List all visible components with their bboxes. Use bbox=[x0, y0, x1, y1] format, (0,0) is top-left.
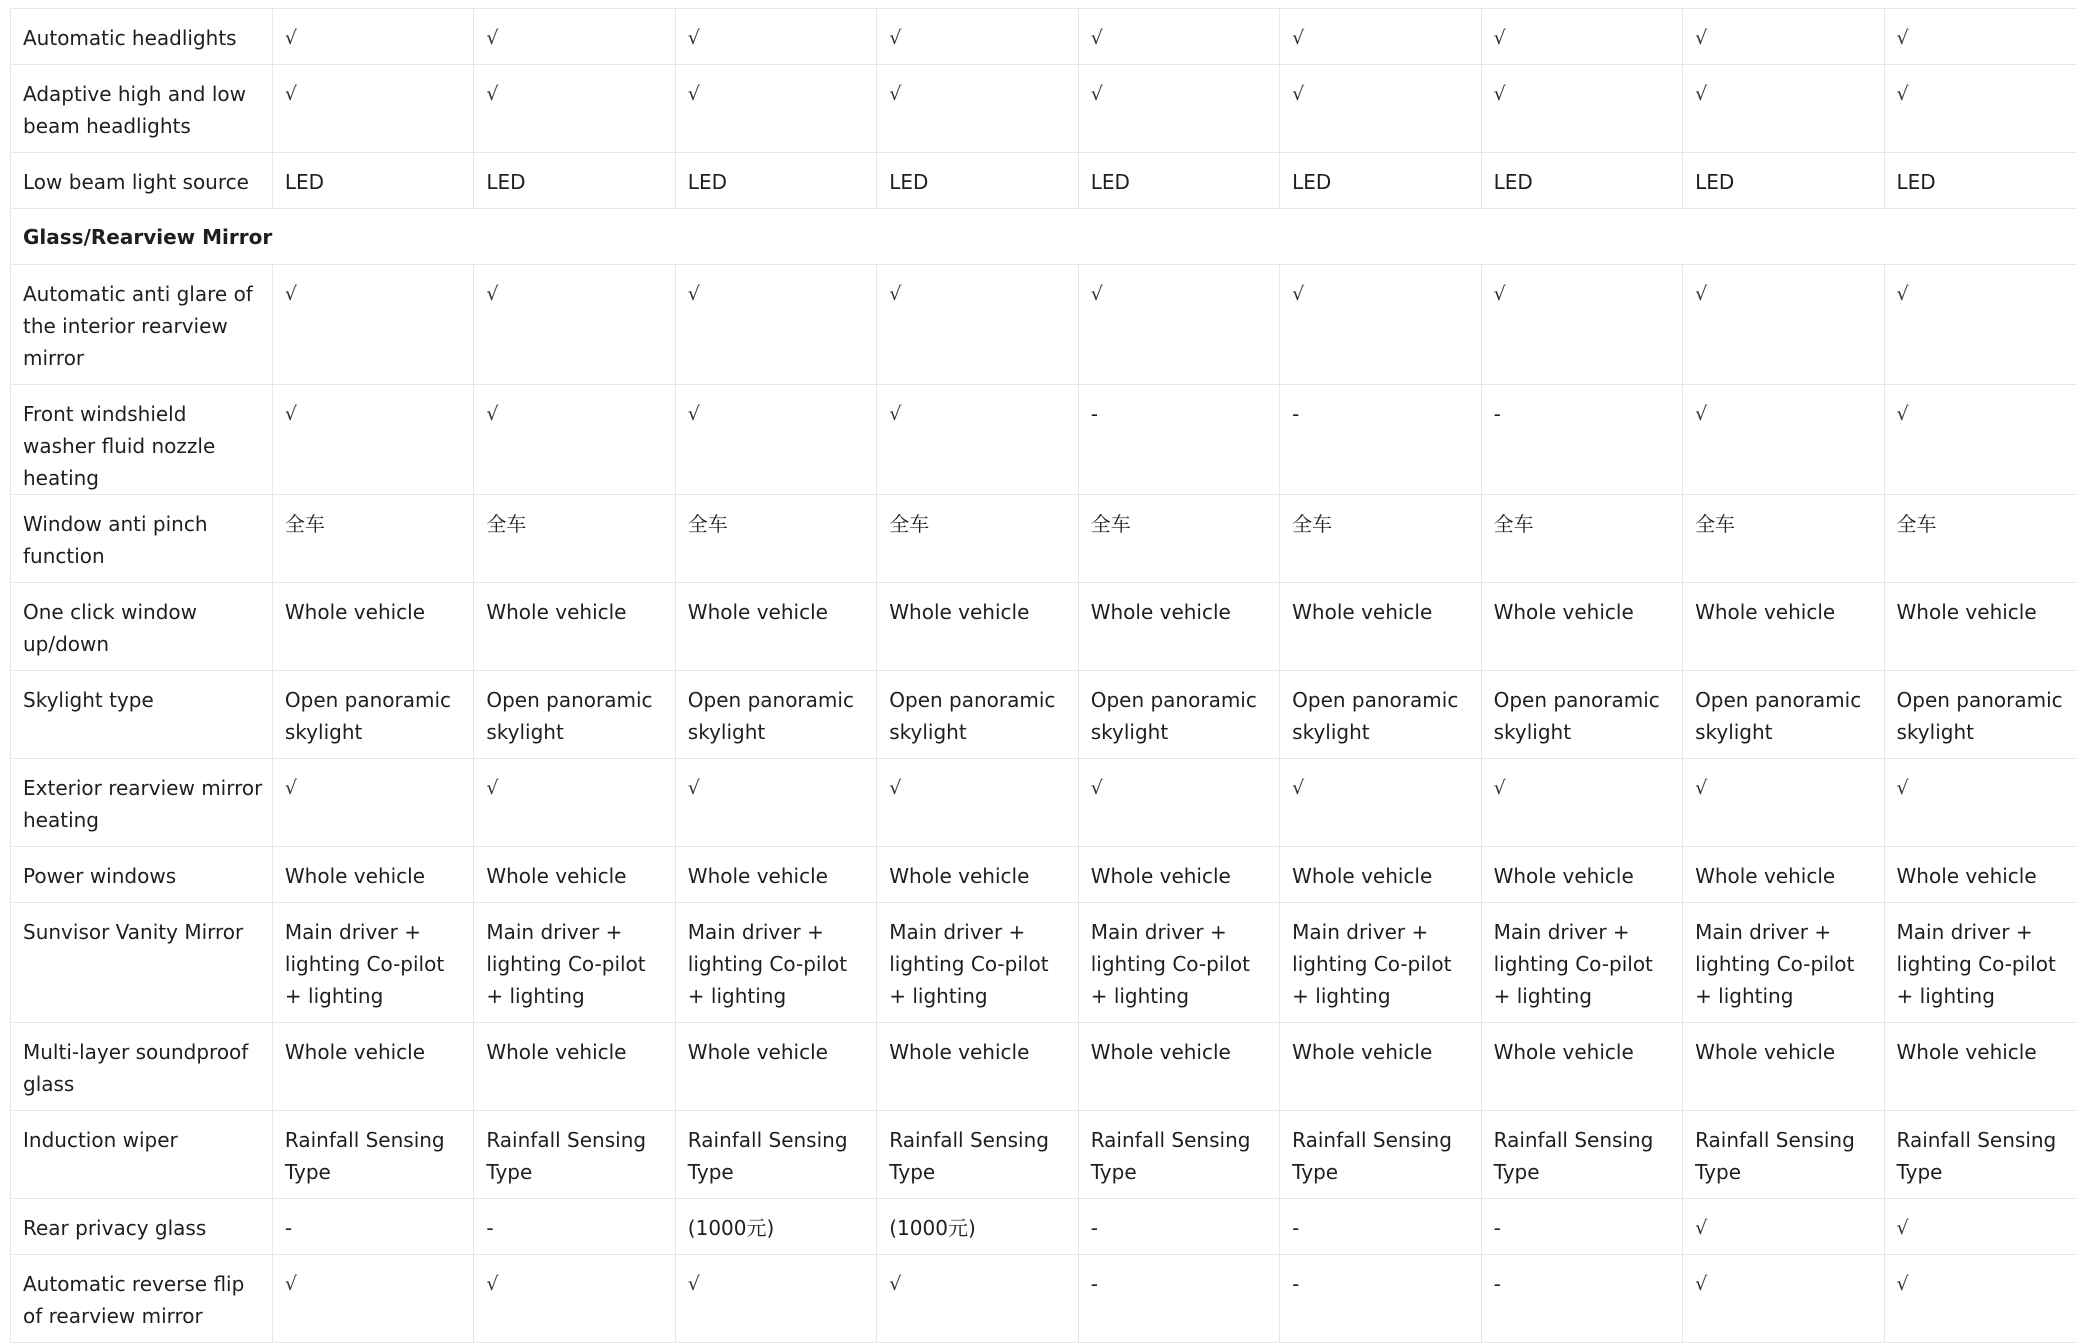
value-cell: Whole vehicle bbox=[1078, 847, 1279, 903]
value-cell: √ bbox=[1078, 759, 1279, 847]
value-cell: - bbox=[1481, 1199, 1682, 1255]
table-row bbox=[11, 1255, 2076, 1343]
feature-label: Automatic headlights bbox=[11, 9, 273, 65]
value-cell: √ bbox=[1078, 65, 1279, 153]
value-cell: Rainfall Sensing Type bbox=[474, 1111, 675, 1199]
value-cell: √ bbox=[1481, 759, 1682, 847]
value-cell: √ bbox=[1884, 265, 2076, 385]
value-cell: √ bbox=[1481, 265, 1682, 385]
value-cell: √ bbox=[474, 1255, 675, 1343]
value-cell: (1000元) bbox=[877, 1199, 1078, 1255]
value-cell: - bbox=[1280, 1199, 1481, 1255]
feature-label: Automatic anti glare of the interior rearview mirror bbox=[11, 265, 273, 385]
feature-label: Automatic reverse flip of rearview mirror bbox=[11, 1255, 273, 1343]
value-cell: Whole vehicle bbox=[1683, 1023, 1884, 1111]
table-row bbox=[11, 1023, 2076, 1111]
value-cell: Whole vehicle bbox=[272, 1023, 473, 1111]
value-cell: √ bbox=[675, 9, 876, 65]
value-cell: √ bbox=[1884, 9, 2076, 65]
value-cell: LED bbox=[474, 153, 675, 209]
value-cell: LED bbox=[1481, 153, 1682, 209]
value-cell: √ bbox=[877, 1255, 1078, 1343]
value-cell: Main driver + lighting Co-pilot + lighting bbox=[1683, 903, 1884, 1023]
value-cell: 全车 bbox=[1078, 495, 1279, 583]
table-row bbox=[11, 385, 2076, 495]
value-cell: Rainfall Sensing Type bbox=[675, 1111, 876, 1199]
table-row bbox=[11, 759, 2076, 847]
value-cell: √ bbox=[272, 759, 473, 847]
table-row bbox=[11, 153, 2076, 209]
value-cell: √ bbox=[272, 65, 473, 153]
value-cell: √ bbox=[272, 385, 473, 495]
value-cell: √ bbox=[1280, 9, 1481, 65]
table-row bbox=[11, 671, 2076, 759]
value-cell: LED bbox=[675, 153, 876, 209]
value-cell: - bbox=[1280, 385, 1481, 495]
section-title: Glass/Rearview Mirror bbox=[11, 209, 2076, 265]
value-cell: √ bbox=[474, 265, 675, 385]
value-cell: Whole vehicle bbox=[1078, 583, 1279, 671]
value-cell: Whole vehicle bbox=[675, 847, 876, 903]
value-cell: √ bbox=[675, 385, 876, 495]
value-cell: - bbox=[1078, 1255, 1279, 1343]
value-cell: - bbox=[1078, 385, 1279, 495]
value-cell: √ bbox=[675, 759, 876, 847]
feature-label: Exterior rearview mirror heating bbox=[11, 759, 273, 847]
value-cell: Rainfall Sensing Type bbox=[1481, 1111, 1682, 1199]
value-cell: Whole vehicle bbox=[1481, 1023, 1682, 1111]
value-cell: LED bbox=[1683, 153, 1884, 209]
value-cell: √ bbox=[1683, 385, 1884, 495]
value-cell: √ bbox=[877, 65, 1078, 153]
value-cell: Open panoramic skylight bbox=[1481, 671, 1682, 759]
value-cell: Whole vehicle bbox=[1884, 583, 2076, 671]
value-cell: √ bbox=[474, 759, 675, 847]
value-cell: Open panoramic skylight bbox=[1884, 671, 2076, 759]
value-cell: Open panoramic skylight bbox=[1683, 671, 1884, 759]
feature-label: Adaptive high and low beam headlights bbox=[11, 65, 273, 153]
value-cell: √ bbox=[1683, 759, 1884, 847]
spec-table-container bbox=[10, 8, 2076, 1343]
value-cell: Main driver + lighting Co-pilot + lighting bbox=[675, 903, 876, 1023]
value-cell: 全车 bbox=[1280, 495, 1481, 583]
value-cell: Whole vehicle bbox=[1884, 1023, 2076, 1111]
feature-label: Sunvisor Vanity Mirror bbox=[11, 903, 273, 1023]
value-cell: √ bbox=[877, 265, 1078, 385]
spec-table-body bbox=[11, 9, 2076, 1343]
feature-label: Window anti pinch function bbox=[11, 495, 273, 583]
feature-label: Power windows bbox=[11, 847, 273, 903]
value-cell: Main driver + lighting Co-pilot + lighting bbox=[1481, 903, 1682, 1023]
value-cell: 全车 bbox=[1884, 495, 2076, 583]
value-cell: √ bbox=[272, 265, 473, 385]
value-cell: - bbox=[272, 1199, 473, 1255]
value-cell: Rainfall Sensing Type bbox=[1280, 1111, 1481, 1199]
spec-table bbox=[10, 8, 2076, 1343]
feature-label: One click window up/down bbox=[11, 583, 273, 671]
value-cell: Whole vehicle bbox=[1280, 1023, 1481, 1111]
value-cell: √ bbox=[877, 9, 1078, 65]
value-cell: √ bbox=[1884, 1255, 2076, 1343]
value-cell: √ bbox=[1884, 1199, 2076, 1255]
table-row bbox=[11, 65, 2076, 153]
value-cell: Whole vehicle bbox=[1481, 583, 1682, 671]
value-cell: Whole vehicle bbox=[272, 847, 473, 903]
value-cell: - bbox=[1078, 1199, 1279, 1255]
value-cell: √ bbox=[1280, 759, 1481, 847]
value-cell: Open panoramic skylight bbox=[877, 671, 1078, 759]
value-cell: 全车 bbox=[474, 495, 675, 583]
table-row bbox=[11, 495, 2076, 583]
value-cell: √ bbox=[1481, 9, 1682, 65]
value-cell: Open panoramic skylight bbox=[1280, 671, 1481, 759]
value-cell: √ bbox=[474, 65, 675, 153]
value-cell: √ bbox=[1884, 385, 2076, 495]
table-row bbox=[11, 265, 2076, 385]
value-cell: Rainfall Sensing Type bbox=[1078, 1111, 1279, 1199]
value-cell: Main driver + lighting Co-pilot + lighting bbox=[1078, 903, 1279, 1023]
value-cell: Main driver + lighting Co-pilot + lighting bbox=[1884, 903, 2076, 1023]
value-cell: √ bbox=[474, 385, 675, 495]
value-cell: Open panoramic skylight bbox=[1078, 671, 1279, 759]
value-cell: LED bbox=[272, 153, 473, 209]
feature-label: Skylight type bbox=[11, 671, 273, 759]
value-cell: √ bbox=[1078, 9, 1279, 65]
value-cell: 全车 bbox=[1683, 495, 1884, 583]
table-row bbox=[11, 847, 2076, 903]
feature-label: Rear privacy glass bbox=[11, 1199, 273, 1255]
value-cell: √ bbox=[675, 65, 876, 153]
value-cell: √ bbox=[1884, 759, 2076, 847]
value-cell: Rainfall Sensing Type bbox=[1884, 1111, 2076, 1199]
feature-label: Low beam light source bbox=[11, 153, 273, 209]
value-cell: √ bbox=[1280, 265, 1481, 385]
value-cell: Whole vehicle bbox=[1280, 583, 1481, 671]
value-cell: Open panoramic skylight bbox=[474, 671, 675, 759]
value-cell: Whole vehicle bbox=[675, 1023, 876, 1111]
table-row bbox=[11, 1111, 2076, 1199]
value-cell: Open panoramic skylight bbox=[272, 671, 473, 759]
value-cell: Whole vehicle bbox=[1884, 847, 2076, 903]
table-row bbox=[11, 583, 2076, 671]
value-cell: Whole vehicle bbox=[1683, 847, 1884, 903]
value-cell: √ bbox=[675, 265, 876, 385]
value-cell: √ bbox=[272, 1255, 473, 1343]
value-cell: 全车 bbox=[675, 495, 876, 583]
value-cell: Main driver + lighting Co-pilot + lighting bbox=[474, 903, 675, 1023]
value-cell: √ bbox=[1280, 65, 1481, 153]
feature-label: Induction wiper bbox=[11, 1111, 273, 1199]
value-cell: Whole vehicle bbox=[474, 583, 675, 671]
value-cell: √ bbox=[1683, 265, 1884, 385]
value-cell: Main driver + lighting Co-pilot + lighting bbox=[877, 903, 1078, 1023]
value-cell: √ bbox=[1683, 65, 1884, 153]
value-cell: Whole vehicle bbox=[675, 583, 876, 671]
value-cell: √ bbox=[675, 1255, 876, 1343]
value-cell: Rainfall Sensing Type bbox=[1683, 1111, 1884, 1199]
value-cell: Whole vehicle bbox=[877, 847, 1078, 903]
value-cell: Whole vehicle bbox=[272, 583, 473, 671]
table-row bbox=[11, 903, 2076, 1023]
value-cell: √ bbox=[1078, 265, 1279, 385]
value-cell: Whole vehicle bbox=[877, 583, 1078, 671]
value-cell: LED bbox=[1078, 153, 1279, 209]
value-cell: √ bbox=[474, 9, 675, 65]
value-cell: Main driver + lighting Co-pilot + lighting bbox=[1280, 903, 1481, 1023]
value-cell: LED bbox=[1280, 153, 1481, 209]
value-cell: Open panoramic skylight bbox=[675, 671, 876, 759]
value-cell: Rainfall Sensing Type bbox=[877, 1111, 1078, 1199]
value-cell: Whole vehicle bbox=[1280, 847, 1481, 903]
value-cell: √ bbox=[877, 385, 1078, 495]
table-row bbox=[11, 1199, 2076, 1255]
value-cell: Whole vehicle bbox=[474, 1023, 675, 1111]
feature-label: Multi-layer soundproof glass bbox=[11, 1023, 273, 1111]
value-cell: √ bbox=[1884, 65, 2076, 153]
value-cell: Whole vehicle bbox=[474, 847, 675, 903]
value-cell: LED bbox=[877, 153, 1078, 209]
value-cell: LED bbox=[1884, 153, 2076, 209]
value-cell: - bbox=[1280, 1255, 1481, 1343]
value-cell: √ bbox=[877, 759, 1078, 847]
value-cell: Whole vehicle bbox=[1078, 1023, 1279, 1111]
value-cell: √ bbox=[1683, 9, 1884, 65]
value-cell: Whole vehicle bbox=[1683, 583, 1884, 671]
value-cell: (1000元) bbox=[675, 1199, 876, 1255]
value-cell: √ bbox=[272, 9, 473, 65]
value-cell: - bbox=[474, 1199, 675, 1255]
value-cell: Whole vehicle bbox=[1481, 847, 1682, 903]
value-cell: Rainfall Sensing Type bbox=[272, 1111, 473, 1199]
value-cell: - bbox=[1481, 385, 1682, 495]
value-cell: Whole vehicle bbox=[877, 1023, 1078, 1111]
feature-label: Front windshield washer fluid nozzle heating bbox=[11, 385, 273, 495]
value-cell: √ bbox=[1481, 65, 1682, 153]
value-cell: 全车 bbox=[877, 495, 1078, 583]
value-cell: Main driver + lighting Co-pilot + lighting bbox=[272, 903, 473, 1023]
value-cell: 全车 bbox=[272, 495, 473, 583]
value-cell: - bbox=[1481, 1255, 1682, 1343]
value-cell: √ bbox=[1683, 1199, 1884, 1255]
value-cell: 全车 bbox=[1481, 495, 1682, 583]
section-row bbox=[11, 209, 2076, 265]
table-row bbox=[11, 9, 2076, 65]
value-cell: √ bbox=[1683, 1255, 1884, 1343]
